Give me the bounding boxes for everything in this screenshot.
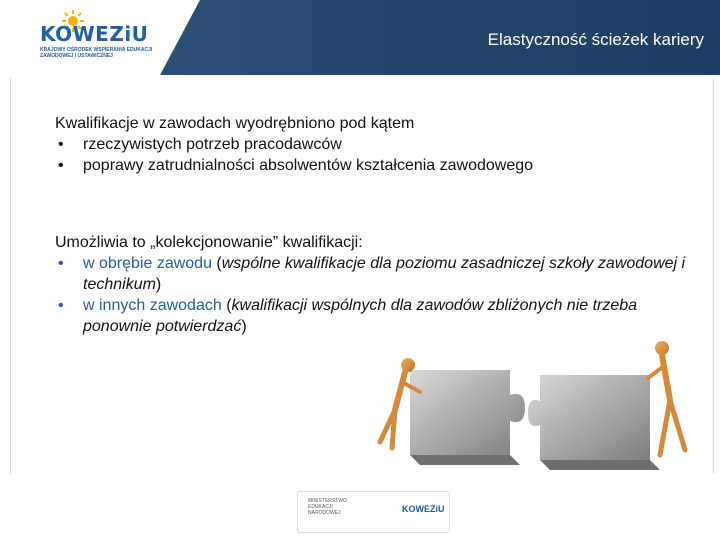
header-bar (0, 0, 720, 75)
paren-open: ( (221, 297, 232, 314)
list-item (55, 155, 533, 176)
list-item-italic: wspólne kwalifikacje dla poziomu zasadniczej szkoły zawodowej i technikum (83, 255, 686, 293)
logo-wordmark: KOWEZiU (40, 22, 149, 46)
slide-title: Elastyczność ścieżek kariery (487, 30, 704, 49)
bullet-icon: • (58, 157, 64, 174)
section1-intro: Kwalifikacje w zawodach wyodrębniono pod kątem (55, 115, 415, 132)
list-item (55, 134, 533, 155)
kowezu-mini-logo: KOWEZiU (402, 504, 445, 514)
logo-subtitle: KRAJOWY OŚRODEK WSPIERANIA EDUKACJI ZAWODOWEJ I USTAWICZNEJ (40, 47, 153, 59)
section-qualifications (55, 113, 533, 176)
list-item (55, 253, 695, 295)
section-collecting (55, 232, 695, 337)
list-item-blue: w innych zawodach (83, 297, 222, 314)
paren-open: ( (211, 255, 222, 272)
footer-logos (297, 491, 450, 533)
bullet-icon: • (58, 136, 64, 153)
list-item-blue: w obrębie zawodu (83, 255, 212, 272)
list-item-italic: kwalifikacji wspólnych dla zawodów zbliżonych nie trzeba ponownie potwierdzać (83, 297, 638, 335)
puzzle-figures-illustration (360, 330, 700, 480)
paren-close: ) (241, 318, 247, 335)
bullet-icon: • (58, 297, 64, 314)
bullet-icon: • (58, 255, 64, 272)
section2-intro: Umożliwia to „kolekcjonowanie” kwalifikacji: (55, 234, 363, 251)
paren-close: ) (155, 276, 162, 293)
list-item-text: rzeczywistych potrzeb pracodawców (83, 136, 342, 153)
kowezu-logo (40, 10, 158, 70)
list-item-text: poprawy zatrudnialności absolwentów kształcenia zawodowego (83, 157, 534, 174)
men-logo: MINISTERSTWO EDUKACJI NARODOWEJ (308, 498, 347, 516)
